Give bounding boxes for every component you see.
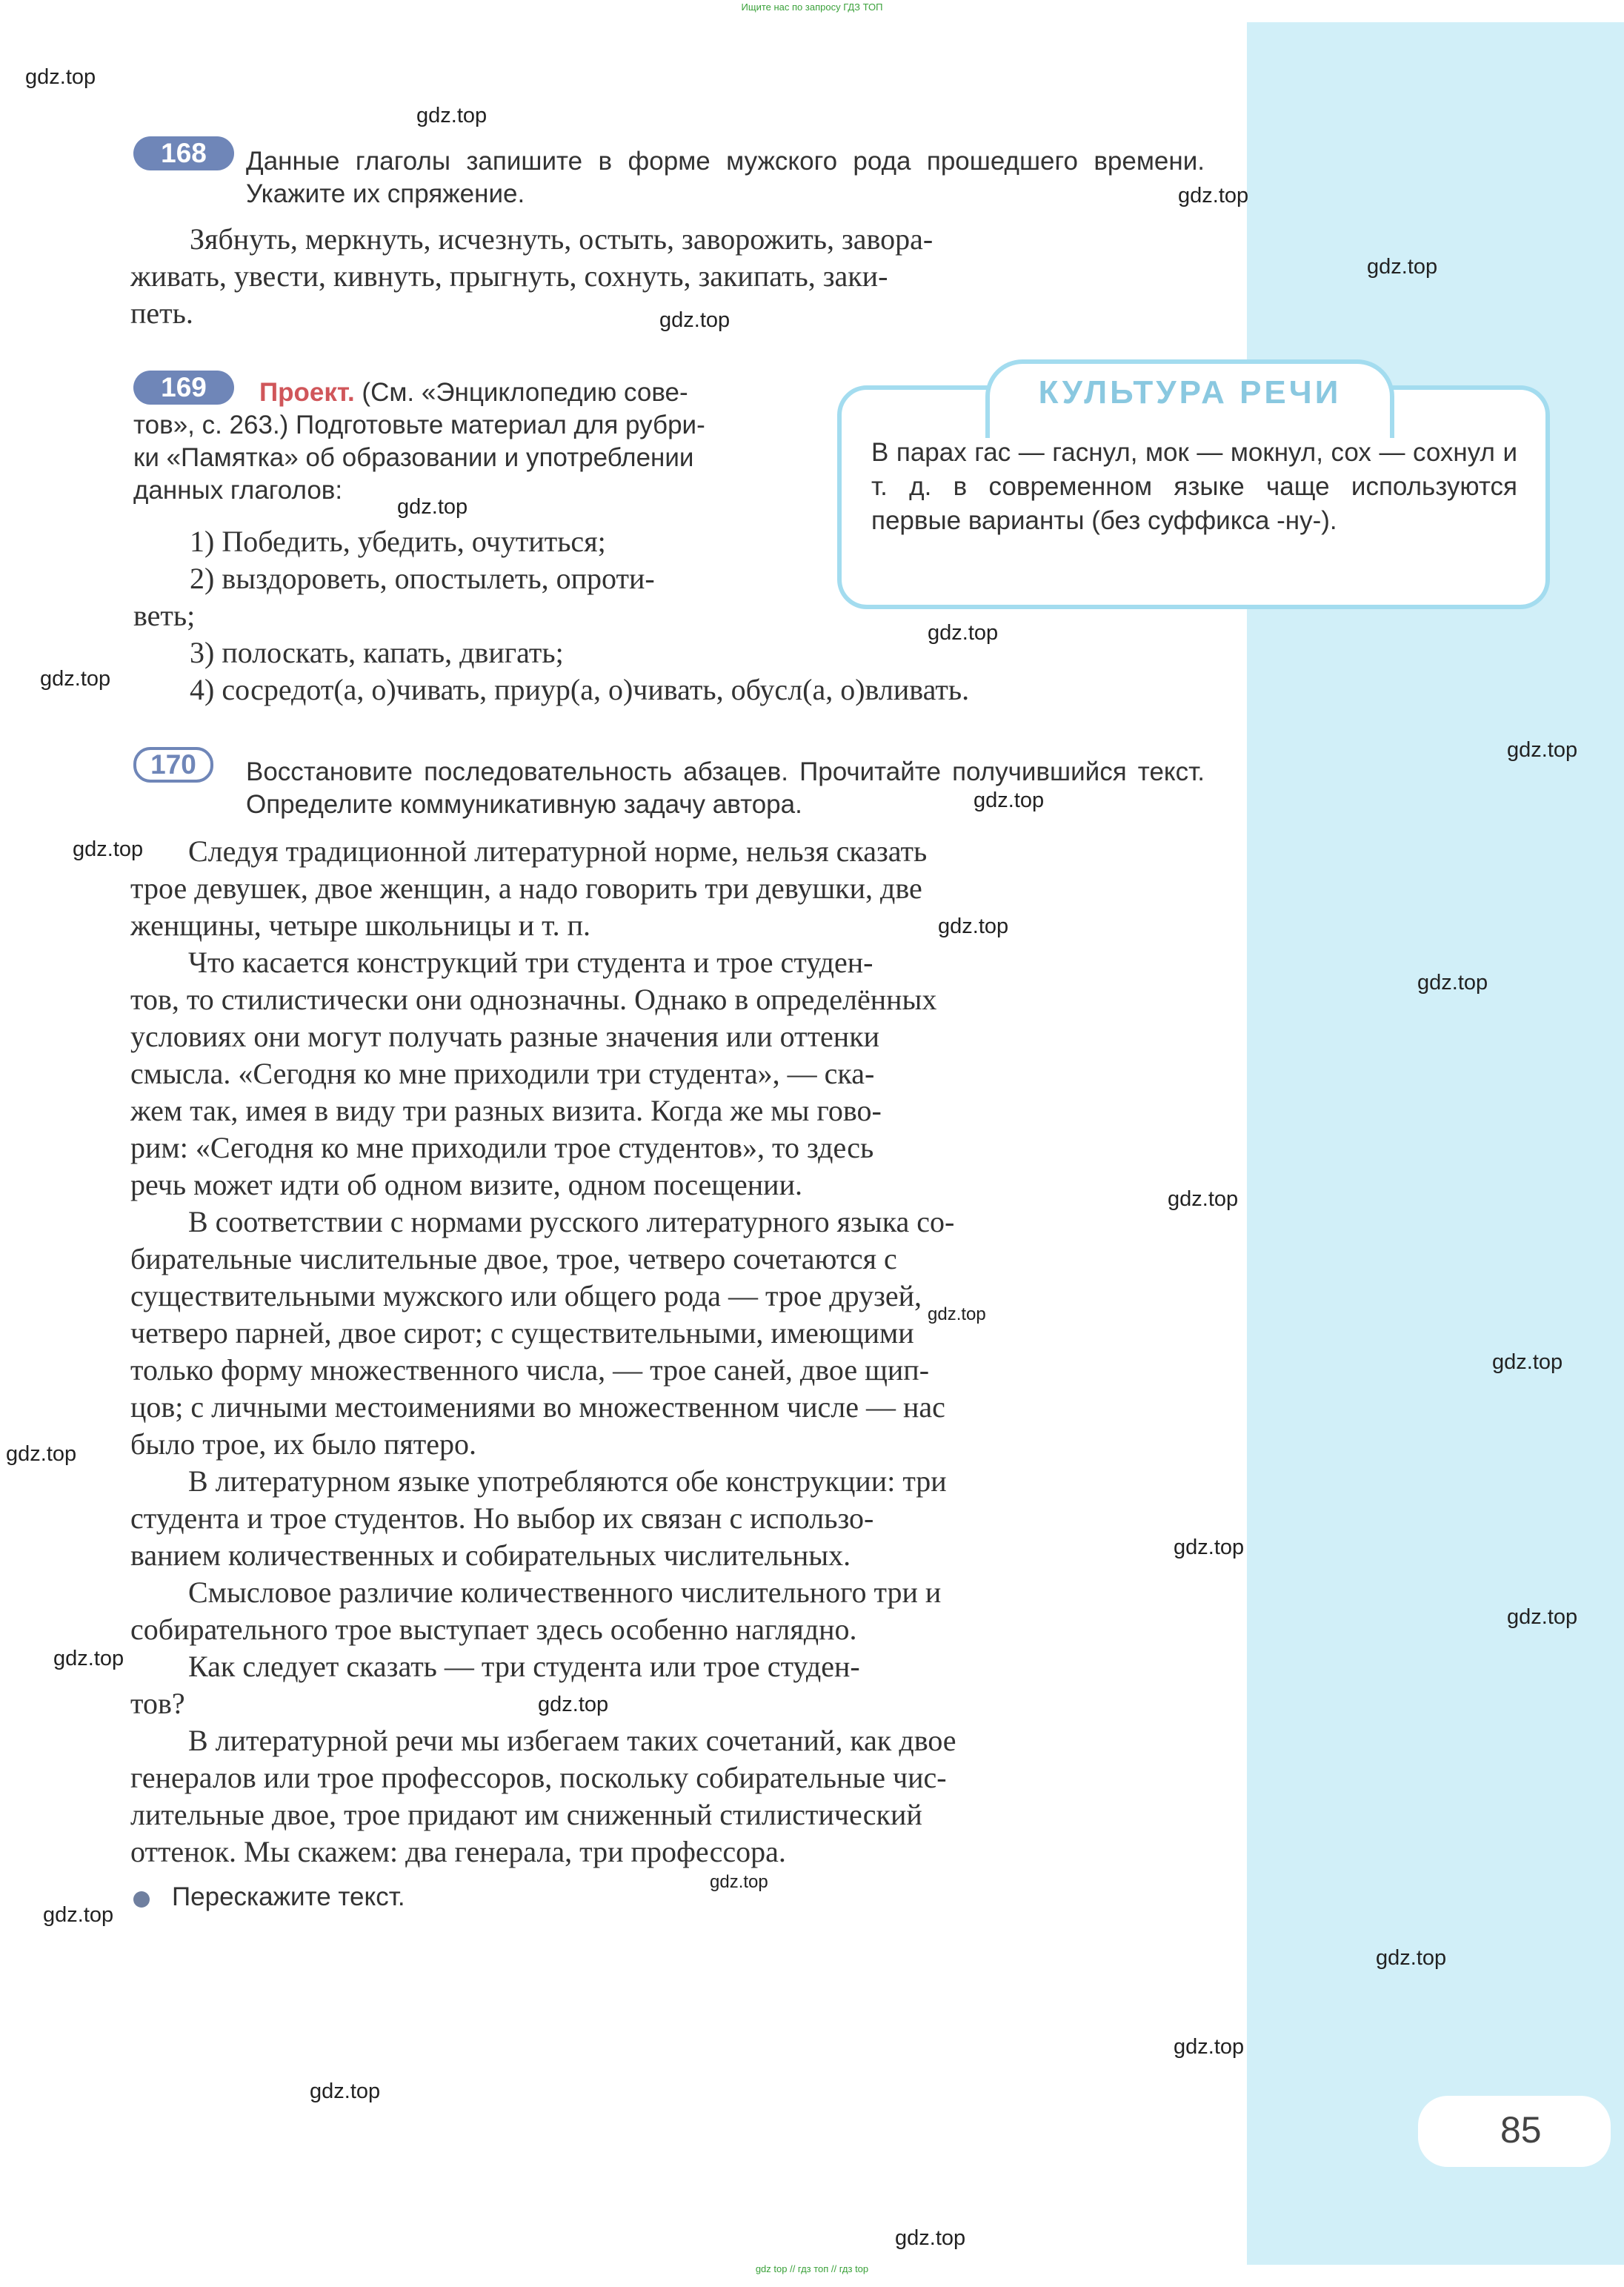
text-line: Что касается конструкций три студента и трое студен- <box>188 946 873 979</box>
text-line: только форму множественного числа, — трое саней, двое щип- <box>130 1353 930 1387</box>
list-item: 1) Победить, убедить, очутиться; <box>190 525 606 558</box>
watermark: gdz.top <box>397 495 468 519</box>
text-line: было трое, их было пятеро. <box>130 1427 477 1461</box>
retell-task: Перескажите текст. <box>172 1882 405 1911</box>
text-line: цов; с личными местоимениями во множественном числе — нас <box>130 1390 945 1424</box>
text-line: Следуя традиционной литературной норме, нельзя сказать <box>188 834 928 868</box>
text-line: живать, увести, кивнуть, прыгнуть, сохнуть, закипать, заки- <box>130 259 888 293</box>
task-line: данных глаголов: <box>133 476 343 505</box>
text-line: лительные двое, трое придают им сниженный стилистический <box>130 1798 922 1831</box>
exercise-number-170: 170 <box>133 747 213 783</box>
exercise-number-168: 168 <box>133 136 234 170</box>
watermark: gdz.top <box>1174 2035 1245 2059</box>
exercise-168-task: Данные глаголы запишите в форме мужского рода прошедшего времени. Укажите их спряжение. <box>246 147 1205 208</box>
text-line: четверо парней, двое сирот; с существительными, имеющими <box>130 1316 914 1350</box>
watermark: gdz.top <box>416 104 487 127</box>
text-line: В литературном языке употребляются обе конструкции: три <box>188 1464 947 1498</box>
bullet-icon <box>133 1891 150 1908</box>
watermark: gdz.top <box>974 789 1045 812</box>
text-line: трое девушек, двое женщин, а надо говорить три девушки, две <box>130 872 922 905</box>
watermark: gdz.top <box>40 667 111 691</box>
exercise-168-words <box>130 221 1205 332</box>
watermark: gdz.top <box>1174 1536 1245 1559</box>
text-line: генералов или трое профессоров, поскольку собирательные чис- <box>130 1761 947 1794</box>
watermark: gdz.top <box>1417 971 1488 995</box>
watermark: gdz.top <box>710 1872 768 1892</box>
page-number: 85 <box>1500 2109 1542 2151</box>
exercise-number-169: 169 <box>133 371 234 405</box>
task-line: (См. «Энциклопедию сове- <box>362 378 688 407</box>
paragraph-4 <box>130 1463 1200 1574</box>
watermark: gdz.top <box>1178 184 1249 208</box>
watermark: gdz.top <box>1492 1350 1563 1374</box>
paragraph-3 <box>130 1204 1200 1463</box>
text-line: жем так, имея в виду три разных визита. Когда же мы гово- <box>130 1094 882 1127</box>
paragraph-5 <box>130 1574 1200 1648</box>
watermark: gdz.top <box>928 1304 986 1324</box>
watermark: gdz.top <box>538 1693 609 1716</box>
paragraph-7 <box>130 1722 1200 1871</box>
culture-box-text: В парах гас — гаснул, мок — мокнул, сох — сохнул и т. д. в современном языке чаще используются первые варианты (без суффикса -ну-). <box>871 438 1517 535</box>
watermark: gdz.top <box>43 1903 114 1927</box>
watermark: gdz.top <box>1507 1605 1578 1629</box>
text-line: Зябнуть, меркнуть, исчезнуть, остыть, заворожить, завора- <box>190 222 934 256</box>
watermark: gdz.top <box>73 837 144 861</box>
exercise-170-task: Восстановите последовательность абзацев. Прочитайте получившийся текст. Определите коммуникативную задачу автора. <box>246 757 1205 819</box>
footer-link[interactable]: gdz top // гдз топ // гдз top <box>755 2263 869 2274</box>
text-line: Как следует сказать — три студента или трое студен- <box>188 1650 860 1683</box>
culture-box-title: КУЛЬТУРА РЕЧИ <box>1038 374 1342 411</box>
text-line: тов, то стилистически они однозначны. Однако в определённых <box>130 983 937 1016</box>
text-line: собирательного трое выступает здесь особенно наглядно. <box>130 1613 857 1646</box>
watermark: gdz.top <box>25 65 96 89</box>
watermark: gdz.top <box>6 1442 77 1466</box>
text-line: условиях они могут получать разные значения или оттенки <box>130 1020 880 1053</box>
list-item: 3) полоскать, капать, двигать; <box>190 636 564 669</box>
watermark: gdz.top <box>1376 1946 1447 1970</box>
list-item: веть; <box>133 599 196 632</box>
text-line: В литературной речи мы избегаем таких сочетаний, как двое <box>188 1724 956 1757</box>
watermark: gdz.top <box>310 2079 381 2103</box>
list-item: 4) сосредот(а, о)чивать, приур(а, о)чивать, обусл(а, о)вливать. <box>190 673 970 706</box>
text-line: оттенок. Мы скажем: два генерала, три профессора. <box>130 1835 786 1868</box>
watermark: gdz.top <box>53 1647 124 1670</box>
header-link[interactable]: Ищите нас по запросу ГДЗ ТОП <box>741 1 883 13</box>
text-line: студента и трое студентов. Но выбор их связан с использо- <box>130 1501 874 1535</box>
watermark: gdz.top <box>659 308 731 332</box>
paragraph-6 <box>130 1648 1200 1722</box>
text-line: речь может идти об одном визите, одном посещении. <box>130 1168 802 1201</box>
exercise-169-task <box>133 376 793 507</box>
text-line: ванием количественных и собирательных числительных. <box>130 1539 851 1572</box>
watermark: gdz.top <box>895 2226 966 2250</box>
task-line: ки «Памятка» об образовании и употреблении <box>133 443 694 472</box>
text-line: бирательные числительные двое, трое, четверо сочетаются с <box>130 1242 897 1275</box>
text-line: смысла. «Сегодня ко мне приходили три студента», — ска- <box>130 1057 875 1090</box>
text-line: Смысловое различие количественного числительного три и <box>188 1576 942 1609</box>
list-item: 2) выздороветь, опостылеть, опроти- <box>190 562 655 595</box>
text-line: существительными мужского или общего рода — трое друзей, <box>130 1279 922 1312</box>
watermark: gdz.top <box>1507 738 1578 762</box>
task-line: тов», с. 263.) Подготовьте материал для рубри- <box>133 411 705 439</box>
text-line: женщины, четыре школьницы и т. п. <box>130 909 590 942</box>
text-line: петь. <box>130 296 193 330</box>
watermark: gdz.top <box>938 915 1009 938</box>
text-line: тов? <box>130 1687 185 1720</box>
paragraph-1 <box>130 833 1200 944</box>
watermark: gdz.top <box>1168 1187 1239 1211</box>
watermark: gdz.top <box>928 621 999 645</box>
project-label: Проект. <box>259 378 355 407</box>
text-line: рим: «Сегодня ко мне приходили трое студентов», то здесь <box>130 1131 874 1164</box>
text-line: В соответствии с нормами русского литературного языка со- <box>188 1205 955 1238</box>
watermark: gdz.top <box>1367 255 1438 279</box>
side-panel <box>1247 22 1624 2265</box>
paragraph-2 <box>130 944 1200 1204</box>
